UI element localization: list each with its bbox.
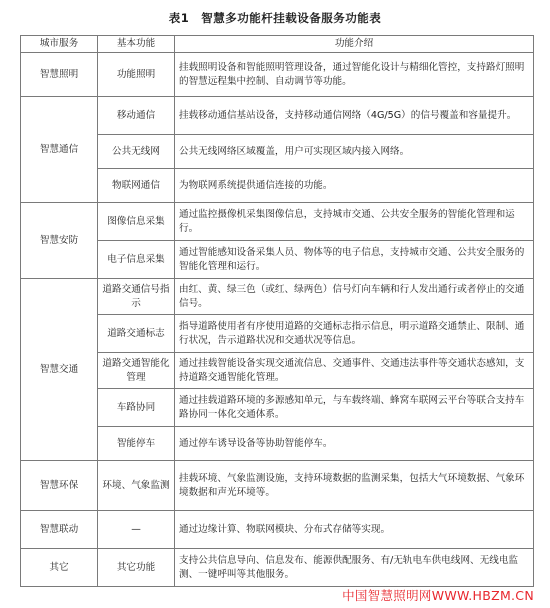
site-watermark: 中国智慧照明网WWW.HBZM.CN	[342, 588, 534, 603]
function-cell: 环境、气象监测	[98, 461, 175, 511]
table-header-row	[21, 36, 534, 53]
service-cell: 智慧通信	[21, 97, 98, 203]
service-cell: 智慧交通	[21, 279, 98, 461]
function-cell: 道路交通信号指示	[98, 279, 175, 315]
description-cell: 通过挂载智能设备实现交通流信息、交通事件、交通违法事件等交通状态感知，支持道路交通智能化管理。	[175, 353, 534, 389]
table-row	[21, 461, 534, 511]
function-cell: 图像信息采集	[98, 203, 175, 241]
description-cell: 挂载照明设备和智能照明管理设备，通过智能化设计与精细化管控，支持路灯照明的智慧远程集中控制、自动调节等功能。	[175, 53, 534, 97]
table-row	[21, 511, 534, 549]
service-cell: 智慧环保	[21, 461, 98, 511]
table-row	[21, 389, 534, 427]
function-cell: 功能照明	[98, 53, 175, 97]
description-cell: 通过停车诱导设备等协助智能停车。	[175, 427, 534, 461]
description-cell: 为物联网系统提供通信连接的功能。	[175, 169, 534, 203]
table-row	[21, 97, 534, 135]
description-cell: 由红、黄、绿三色（或红、绿两色）信号灯向车辆和行人发出通行或者停止的交通信号。	[175, 279, 534, 315]
table-row	[21, 549, 534, 587]
function-cell: 物联网通信	[98, 169, 175, 203]
table-row	[21, 203, 534, 241]
description-cell: 通过边缘计算、物联网模块、分布式存储等实现。	[175, 511, 534, 549]
header-service: 城市服务	[21, 36, 98, 53]
table-row	[21, 279, 534, 315]
function-cell: 其它功能	[98, 549, 175, 587]
table-row	[21, 169, 534, 203]
description-cell: 挂载移动通信基站设备，支持移动通信网络（4G/5G）的信号覆盖和容量提升。	[175, 97, 534, 135]
table-row	[21, 315, 534, 353]
description-cell: 指导道路使用者有序使用道路的交通标志指示信息，明示道路交通禁止、限制、通行状况，告示道路状况和交通状况等信息。	[175, 315, 534, 353]
service-cell: 其它	[21, 549, 98, 587]
description-cell: 挂载环境、气象监测设施，支持环境数据的监测采集，包括大气环境数据、气象环境数据和声光环境等。	[175, 461, 534, 511]
description-cell: 通过挂载道路环境的多源感知单元，与车载终端、蜂窝车联网云平台等联合支持车路协同一体化交通体系。	[175, 389, 534, 427]
service-cell: 智慧安防	[21, 203, 98, 279]
function-cell: 道路交通智能化管理	[98, 353, 175, 389]
function-cell: 车路协同	[98, 389, 175, 427]
function-cell: 电子信息采集	[98, 241, 175, 279]
description-cell: 支持公共信息导向、信息发布、能源供配服务、有/无轨电车供电线网、无线电监测、一键呼叫等其他服务。	[175, 549, 534, 587]
header-description: 功能介绍	[175, 36, 534, 53]
service-cell: 智慧联动	[21, 511, 98, 549]
table-title: 表1 智慧多功能杆挂载设备服务功能表	[168, 11, 382, 25]
function-cell: 智能停车	[98, 427, 175, 461]
table-row	[21, 241, 534, 279]
table-row	[21, 53, 534, 97]
table-row	[21, 135, 534, 169]
service-cell: 智慧照明	[21, 53, 98, 97]
table-row	[21, 427, 534, 461]
function-cell: —	[98, 511, 175, 549]
function-cell: 道路交通标志	[98, 315, 175, 353]
function-cell: 公共无线网	[98, 135, 175, 169]
function-table	[20, 35, 534, 587]
header-function: 基本功能	[98, 36, 175, 53]
description-cell: 通过监控摄像机采集图像信息，支持城市交通、公共安全服务的智能化管理和运行。	[175, 203, 534, 241]
description-cell: 通过智能感知设备采集人员、物体等的电子信息，支持城市交通、公共安全服务的智能化管理和运行。	[175, 241, 534, 279]
function-cell: 移动通信	[98, 97, 175, 135]
table-row	[21, 353, 534, 389]
description-cell: 公共无线网络区域覆盖，用户可实现区域内接入网络。	[175, 135, 534, 169]
